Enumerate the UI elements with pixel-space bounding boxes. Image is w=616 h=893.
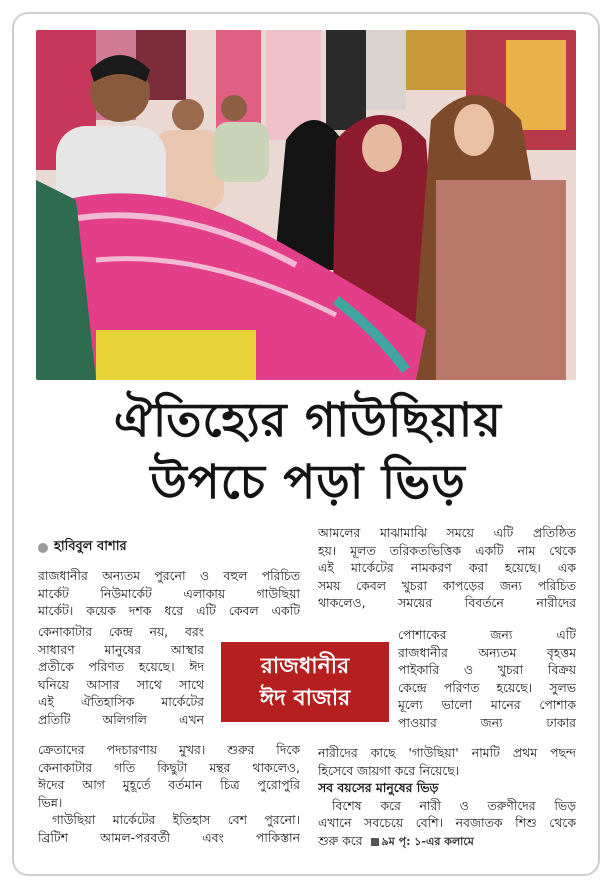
text-line: ঘনিয়ে আসার সাথে সাথে: [38, 676, 204, 692]
badge-line-2: ঈদ বাজার: [259, 685, 351, 711]
text-line: এখানে সবচেয়ে বেশি। নবজাতক শিশু থেকে: [318, 815, 576, 831]
text-line: শুরু করে: [318, 832, 363, 848]
square-bullet-icon: [371, 838, 379, 846]
text-line: বিশেষ করে নারী ও তরুণীদের ভিড়: [332, 797, 576, 813]
text-line: কেন্দ্রে পরিণত হয়েছে। সুলভ: [398, 679, 576, 695]
right-column-mid: [398, 626, 576, 732]
text-line-with-continuation: [318, 832, 576, 851]
text-line: রাজধানীর অন্যতম বৃহত্তম: [398, 644, 576, 660]
headline-line-1: ঐতিহ্যের গাউছিয়ায়: [114, 393, 502, 448]
headline-line-2: উপচে পড়া ভিড়: [150, 455, 466, 510]
badge-line-1: রাজধানীর: [260, 653, 350, 679]
text-line: হয়। মূলত তরিকতভিত্তিক একটি নাম থেকে: [318, 542, 576, 558]
text-line: গাউছিয়া মার্কেটের ইতিহাস বেশ পুরনো।: [52, 812, 300, 828]
text-line: ক্রেতাদের পদচারণায় মুখর। শুরুর দিকে: [38, 742, 300, 757]
text-line: নারীদের কাছে 'গাউছিয়া' নামটি প্রথম পছন্দ: [318, 745, 576, 760]
left-column-mid: [38, 623, 204, 729]
text-line: এই মার্কেটের নামকরণ করা হয়েছে। এক: [318, 560, 576, 576]
continuation-text: ৯ম পৃ: ১-এর কলামে: [381, 834, 474, 848]
right-column-top: [318, 524, 576, 612]
byline-author: হাবিবুল বাশার: [54, 539, 127, 554]
text-line: এই ঐতিহাসিক মার্কেটের: [38, 694, 204, 710]
left-column-bottom: [38, 741, 300, 847]
text-line: প্রতিটি অলিগলি এখন: [38, 711, 204, 727]
text-line: প্রতীকে পরিণত হয়েছে। ঈদ: [38, 659, 204, 675]
text-line: মার্কেট। কয়েক দশক ধরে এটি কেবল একটি: [38, 603, 300, 619]
text-line: ঈদের আগ মুহূর্তে বর্তমান চিত্র পুরোপুরি: [38, 777, 300, 793]
right-column-bottom: [318, 744, 576, 851]
text-line: কেনাকাটার কেন্দ্র নয়, বরং: [38, 624, 204, 639]
text-line: কেনাকাটার গতি কিছুটা মন্থর থাকলেও,: [38, 759, 300, 775]
shoppers-photo: [36, 30, 576, 380]
section-badge: [221, 642, 389, 722]
article-photo: [36, 30, 576, 380]
left-column-top: [38, 567, 300, 620]
section-subhead: সব বয়সের মানুষের ভিড়: [318, 780, 439, 796]
byline: [38, 537, 127, 558]
text-line: ব্রিটিশ আমল-পরবর্তী এবং পাকিস্তান: [38, 829, 300, 845]
text-line: মূল্যে ভালো মানের পোশাক: [398, 697, 576, 713]
text-line: সাধারণ মানুষের আস্থার: [38, 641, 204, 657]
text-line: মার্কেট নিউমার্কেট এলাকায় গাউছিয়া: [38, 585, 300, 601]
text-line: থাকলেও, সময়ের বিবর্তনে নারীদের: [318, 595, 576, 611]
continuation-note: [367, 835, 474, 848]
text-line: পাইকারি ও খুচরা বিক্রয়: [398, 662, 576, 678]
text-line: পাওয়ার জন্য ঢাকার: [398, 714, 576, 730]
text-line: পোশাকের জন্য এটি: [398, 627, 576, 642]
text-line: ভিন্ন।: [38, 794, 63, 810]
bullet-icon: [38, 543, 48, 553]
text-line: আমলের মাঝামাঝি সময়ে এটি প্রতিষ্ঠিত: [318, 525, 576, 540]
text-line: হিসেবে জায়গা করে নিয়েছে।: [318, 762, 460, 778]
text-line: রাজধানীর অন্যতম পুরনো ও বহুল পরিচিত: [38, 568, 300, 583]
text-line: সময় কেবল খুচরা কাপড়ের জন্য পরিচিত: [318, 577, 576, 593]
